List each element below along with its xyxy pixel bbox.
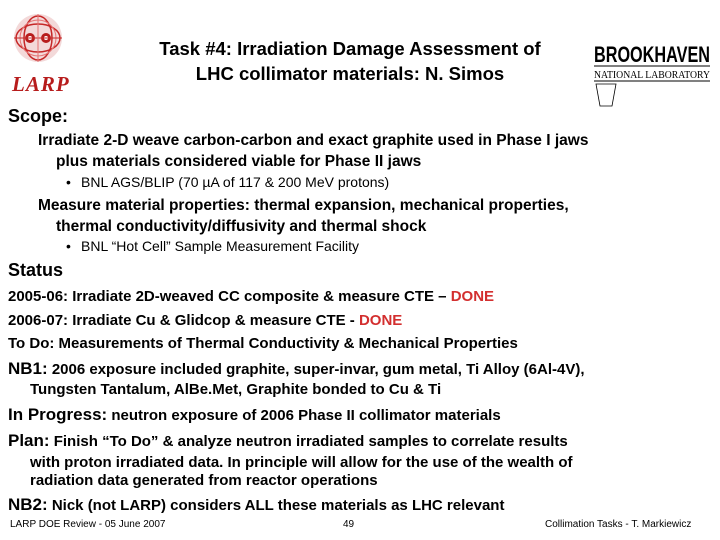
scope-subitem-blip <box>66 173 390 191</box>
footer-author: Collimation Tasks - T. Markiewicz <box>545 519 692 530</box>
progress-label: In Progress: <box>8 405 108 424</box>
nb1-line-2: Tungsten Tantalum, AlBe.Met, Graphite bonded to Cu & Ti <box>30 381 442 398</box>
scope-subitem-hot-cell <box>66 237 360 255</box>
footer-event: LARP DOE Review - 05 June 2007 <box>10 519 166 530</box>
plan-line-3: radiation data generated from reactor operations <box>30 472 378 489</box>
accelerator-magnet-icon <box>10 8 66 70</box>
status-row-2-text: 2006-07: Irradiate Cu & Glidcop & measure CTE - <box>8 312 359 329</box>
plan-continuation <box>30 454 710 490</box>
status-done-badge: DONE <box>450 288 495 305</box>
bnl-logo-line-1: BROOKHAVEN <box>594 42 710 67</box>
progress-text: neutron exposure of 2006 Phase II collimator materials <box>107 407 501 424</box>
plan-line-2: with proton irradiated data. In principle will allow for the use of the wealth of <box>30 454 573 471</box>
nb2-text: Nick (not LARP) considers ALL these materials as LHC relevant <box>47 497 505 514</box>
scope-item-2-line-1: Measure material properties: thermal expansion, mechanical properties, <box>38 197 569 214</box>
bnl-logo-line-2: NATIONAL LABORATORY <box>594 69 711 81</box>
scope-item-1-line-2: plus materials considered viable for Phase II jaws <box>56 153 422 170</box>
nb1-line-1: 2006 exposure included graphite, super-invar, gum metal, Ti Alloy (6Al-4V), <box>47 361 585 378</box>
plan-label: Plan: <box>8 431 50 450</box>
status-row-2006 <box>8 311 402 330</box>
note-in-progress <box>8 405 501 425</box>
scope-item-measure <box>38 195 698 237</box>
bullet-icon: • <box>66 238 71 254</box>
slide-title <box>120 36 580 86</box>
title-line-1: Task #4: Irradiation Damage Assessment of <box>159 38 541 59</box>
brookhaven-logo <box>590 28 715 108</box>
nb2-label: NB2: <box>8 495 48 514</box>
plan-line-1: Finish “To Do” & analyze neutron irradiated samples to correlate results <box>49 433 568 450</box>
scope-subitem-1-text: BNL AGS/BLIP (70 µA of 117 & 200 MeV protons) <box>81 174 390 190</box>
note-nb2 <box>8 495 504 515</box>
scope-item-1-line-1: Irradiate 2-D weave carbon-carbon and exact graphite used in Phase I jaws <box>38 132 589 149</box>
brookhaven-wordmark-icon <box>590 28 715 108</box>
larp-logo-text: LARP <box>12 72 70 96</box>
status-row-2005 <box>8 287 494 306</box>
scope-subitem-2-text: BNL “Hot Cell” Sample Measurement Facility <box>81 238 360 254</box>
status-row-1-text: 2005-06: Irradiate 2D-weaved CC composite & measure CTE – <box>8 288 451 305</box>
larp-logo <box>10 8 70 96</box>
status-done-badge: DONE <box>358 312 403 329</box>
scope-item-irradiate <box>38 130 698 172</box>
scope-heading: Scope: <box>8 106 69 126</box>
status-row-todo: To Do: Measurements of Thermal Conductivity & Mechanical Properties <box>8 335 518 352</box>
bullet-icon: • <box>66 174 71 190</box>
status-heading: Status <box>8 260 64 280</box>
footer-page-number: 49 <box>343 519 355 530</box>
title-line-2: LHC collimator materials: N. Simos <box>195 63 505 84</box>
nb1-label: NB1: <box>8 359 48 378</box>
note-plan <box>8 431 568 451</box>
note-nb1 <box>8 359 585 380</box>
scope-item-2-line-2: thermal conductivity/diffusivity and thermal shock <box>56 218 427 235</box>
